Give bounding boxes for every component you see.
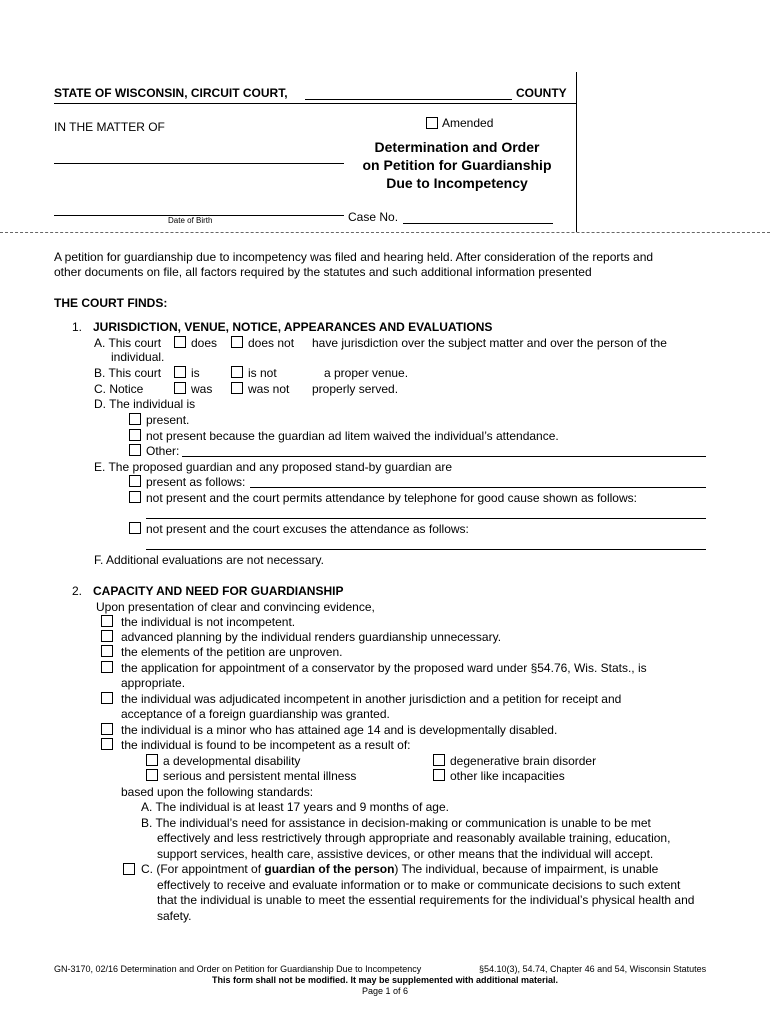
individual-present-label: present.: [146, 413, 190, 427]
amended-checkbox[interactable]: [426, 117, 438, 129]
notice-was-not-label: was not: [248, 382, 290, 396]
evaluations-label: F. Additional evaluations are not necessary.: [94, 553, 324, 567]
header-rule: [54, 103, 576, 104]
venue-is-label: is: [191, 366, 200, 380]
degenerative-brain-label: degenerative brain disorder: [450, 754, 597, 768]
guardian-of-person-checkbox[interactable]: [123, 863, 135, 875]
developmental-disability-label: a developmental disability: [163, 754, 301, 768]
notice-text: properly served.: [312, 382, 399, 396]
other-incapacities-label: other like incapacities: [450, 769, 565, 783]
section2-number: 2.: [72, 584, 83, 598]
standard-c-pre: C. (For appointment of: [141, 862, 265, 876]
date-of-birth-label: Date of Birth: [168, 216, 213, 225]
standards-intro: based upon the following standards:: [121, 785, 314, 799]
guardian-telephone-field[interactable]: [146, 518, 706, 519]
amended-label: Amended: [442, 116, 494, 130]
individual-name-field[interactable]: [54, 163, 344, 164]
standard-b-line2: effectively and less restrictively through appropriate and reasonably available training, education,: [157, 831, 671, 845]
standard-c-post: ) The individual, because of impairment, is unable: [394, 862, 659, 876]
conservator-checkbox[interactable]: [101, 661, 113, 673]
guardian-telephone-checkbox[interactable]: [129, 491, 141, 503]
case-no-field[interactable]: [403, 223, 553, 224]
jurisdiction-label: A. This court: [94, 336, 162, 350]
notice-was-checkbox[interactable]: [174, 382, 186, 394]
mental-illness-label: serious and persistent mental illness: [163, 769, 357, 783]
degenerative-brain-checkbox[interactable]: [433, 754, 445, 766]
unproven-checkbox[interactable]: [101, 645, 113, 657]
section1-number: 1.: [72, 320, 83, 334]
individual-other-label: Other:: [146, 444, 180, 458]
individual-other-field[interactable]: [182, 456, 706, 457]
foreign-guardianship-label-cont: acceptance of a foreign guardianship was granted.: [121, 707, 390, 721]
footer-statutes: §54.10(3), 54.74, Chapter 46 and 54, Wisconsin Statutes: [479, 964, 707, 974]
developmental-disability-checkbox[interactable]: [146, 754, 158, 766]
notice-was-label: was: [191, 382, 213, 396]
guardian-telephone-label: not present and the court permits attendance by telephone for good cause shown as follows:: [146, 491, 637, 505]
guardian-presence-label: E. The proposed guardian and any proposed stand-by guardian are: [94, 460, 453, 474]
incompetent-label: the individual is found to be incompetent as a result of:: [121, 738, 411, 752]
standard-c-bold: guardian of the person: [264, 862, 395, 876]
intro-line-2: other documents on file, all factors required by the statutes and such additional information presented: [54, 265, 592, 279]
not-incompetent-checkbox[interactable]: [101, 615, 113, 627]
standard-c-line4: safety.: [157, 909, 192, 923]
evidence-intro: Upon presentation of clear and convincing evidence,: [96, 600, 375, 614]
county-label: COUNTY: [516, 86, 567, 100]
guardian-excused-checkbox[interactable]: [129, 522, 141, 534]
conservator-label-cont: appropriate.: [121, 676, 186, 690]
minor-disabled-checkbox[interactable]: [101, 723, 113, 735]
guardian-excused-label: not present and the court excuses the attendance as follows:: [146, 522, 469, 536]
title-line-1: Determination and Order: [374, 139, 540, 155]
footer-form-id: GN-3170, 02/16 Determination and Order on Petition for Guardianship Due to Incompetency: [54, 964, 422, 974]
individual-waived-label: not present because the guardian ad litem waived the individual’s attendance.: [146, 429, 559, 443]
title-line-2: on Petition for Guardianship: [362, 157, 552, 173]
standard-c-line1: [141, 862, 658, 877]
jurisdiction-text-cont: individual.: [111, 350, 165, 364]
standard-a: A. The individual is at least 17 years and 9 months of age.: [141, 800, 449, 814]
advanced-planning-checkbox[interactable]: [101, 630, 113, 642]
jurisdiction-does-label: does: [191, 336, 218, 350]
minor-disabled-label: the individual is a minor who has attained age 14 and is developmentally disabled.: [121, 723, 558, 737]
guardian-excused-field[interactable]: [146, 549, 706, 550]
venue-is-checkbox[interactable]: [174, 366, 186, 378]
footer-notice: This form shall not be modified. It may be supplemented with additional material.: [211, 975, 559, 985]
foreign-guardianship-checkbox[interactable]: [101, 692, 113, 704]
guardian-present-checkbox[interactable]: [129, 475, 141, 487]
other-incapacities-checkbox[interactable]: [433, 769, 445, 781]
notice-label: C. Notice: [94, 382, 144, 396]
venue-text: a proper venue.: [324, 366, 409, 380]
notice-was-not-checkbox[interactable]: [231, 382, 243, 394]
standard-b-line3: support services, health care, assistive devices, or other means that the individual will accept.: [157, 847, 654, 861]
header-divider-vertical: [576, 72, 577, 232]
guardian-present-label: present as follows:: [146, 475, 246, 489]
case-no-label: Case No.: [348, 210, 399, 224]
jurisdiction-does-not-label: does not: [248, 336, 295, 350]
jurisdiction-does-not-checkbox[interactable]: [231, 336, 243, 348]
section1-heading: JURISDICTION, VENUE, NOTICE, APPEARANCES AND EVALUATIONS: [93, 320, 493, 334]
section2-heading: CAPACITY AND NEED FOR GUARDIANSHIP: [93, 584, 344, 598]
standard-b-line1: B. The individual’s need for assistance in decision-making or communication is unable to be met: [141, 816, 651, 830]
standard-c-line3: that the individual is unable to meet the essential requirements for the individual’s physical health and: [157, 893, 695, 907]
jurisdiction-text: have jurisdiction over the subject matter and over the person of the: [312, 336, 667, 350]
county-field[interactable]: [305, 99, 512, 100]
advanced-planning-label: advanced planning by the individual renders guardianship unnecessary.: [121, 630, 502, 644]
header-bottom-rule: [0, 232, 770, 233]
incompetent-checkbox[interactable]: [101, 738, 113, 750]
findings-heading: THE COURT FINDS:: [54, 296, 168, 310]
venue-is-not-label: is not: [248, 366, 277, 380]
unproven-label: the elements of the petition are unproven.: [121, 645, 343, 659]
footer-page: Page 1 of 6: [361, 986, 409, 996]
mental-illness-checkbox[interactable]: [146, 769, 158, 781]
title-line-3: Due to Incompetency: [386, 175, 528, 191]
guardian-present-field[interactable]: [250, 487, 706, 488]
intro-line-1: A petition for guardianship due to incompetency was filed and hearing held. After consideration of the reports and: [54, 250, 654, 264]
individual-waived-checkbox[interactable]: [129, 429, 141, 441]
state-court-label: STATE OF WISCONSIN, CIRCUIT COURT,: [54, 86, 288, 100]
individual-other-checkbox[interactable]: [129, 444, 141, 456]
conservator-label: the application for appointment of a conservator by the proposed ward under §54.76, Wis. Stats., is: [121, 661, 647, 675]
venue-label: B. This court: [94, 366, 162, 380]
venue-is-not-checkbox[interactable]: [231, 366, 243, 378]
matter-label: IN THE MATTER OF: [54, 120, 165, 134]
not-incompetent-label: the individual is not incompetent.: [121, 615, 296, 629]
individual-present-checkbox[interactable]: [129, 413, 141, 425]
foreign-guardianship-label: the individual was adjudicated incompetent in another jurisdiction and a petition for receipt and: [121, 692, 622, 706]
individual-presence-label: D. The individual is: [94, 397, 196, 411]
jurisdiction-does-checkbox[interactable]: [174, 336, 186, 348]
standard-c-line2: effectively to receive and evaluate information or to make or communicate decisions to such extent: [157, 878, 681, 892]
